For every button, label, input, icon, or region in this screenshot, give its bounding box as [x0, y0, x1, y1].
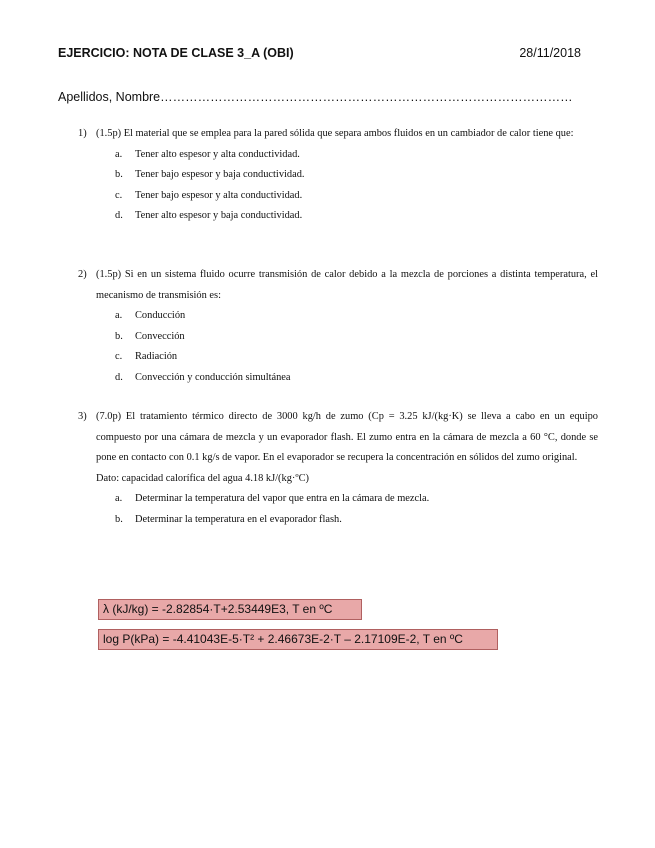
option-b: [115, 165, 598, 186]
option-b: [115, 327, 598, 348]
option-letter: c.: [115, 189, 123, 201]
formula-vapor-pressure: log P(kPa) = -4.41043E-5·T² + 2.46673E-2·T – 2.17109E-2, T en ºC: [98, 629, 498, 650]
option-letter: a.: [115, 310, 123, 321]
name-field-line: Apellidos, Nombre………………………………………………………………………………………: [58, 90, 573, 104]
option-text: Determinar la temperatura en el evaporador flash.: [135, 513, 342, 525]
option-letter: b.: [115, 330, 123, 342]
option-text: Convección: [135, 330, 185, 342]
question-number: 2): [78, 269, 87, 280]
option-text: Convección y conducción simultánea: [135, 371, 291, 383]
option-a: [115, 489, 598, 510]
option-letter: d.: [115, 210, 123, 221]
option-text: Tener bajo espesor y alta conductividad.: [135, 189, 303, 201]
option-letter: d.: [115, 371, 123, 383]
document-title: EJERCICIO: NOTA DE CLASE 3_A (OBI): [58, 46, 294, 60]
question-text: (1.5p) Si en un sistema fluido ocurre transmisión de calor debido a la mezcla de porciones a distinta temperatura, el mecanismo de transmisión es:: [96, 269, 598, 301]
option-c: [115, 186, 598, 207]
option-c: [115, 347, 598, 368]
question-text: (1.5p) El material que se emplea para la pared sólida que separa ambos fluidos en un cambiador de calor tiene que:: [96, 128, 574, 139]
document-date: 28/11/2018: [519, 46, 581, 60]
option-letter: b.: [115, 513, 123, 525]
option-text: Conducción: [135, 310, 186, 321]
option-a: [115, 306, 598, 327]
option-text: Tener alto espesor y baja conductividad.: [135, 210, 303, 221]
option-a: [115, 145, 598, 166]
question-number: 3): [78, 411, 87, 422]
option-text: Radiación: [135, 351, 178, 362]
option-letter: c.: [115, 351, 123, 362]
option-text: Determinar la temperatura del vapor que entra en la cámara de mezcla.: [135, 493, 430, 504]
question-1: [78, 124, 598, 227]
option-b: [115, 510, 598, 531]
question-text: (7.0p) El tratamiento térmico directo de 3000 kg/h de zumo (Cp = 3.25 kJ/(kg·K) se lleva a cabo en un equipo compuesto por una cámara de mezcla y un evaporador flash. El zumo entra en la cámara de mezcla a 60 °C, donde se pone en contacto con 0.1 kg/s de vapor. En el evaporador se recupera la concentración en sólidos del zumo original.: [96, 411, 598, 463]
formula-latent-heat: λ (kJ/kg) = -2.82854·T+2.53449E3, T en ºC: [98, 599, 362, 620]
option-text: Tener bajo espesor y baja conductividad.: [135, 169, 305, 180]
data-note: Dato: capacidad calorífica del agua 4.18 kJ/(kg·ºC): [96, 472, 309, 484]
question-3: [78, 407, 598, 530]
question-2: [78, 265, 598, 388]
option-text: Tener alto espesor y alta conductividad.: [135, 148, 300, 160]
question-number: 1): [78, 128, 87, 139]
option-letter: a.: [115, 493, 123, 504]
option-letter: a.: [115, 148, 123, 160]
option-letter: b.: [115, 169, 123, 180]
option-d: [115, 206, 598, 227]
option-d: [115, 368, 598, 389]
